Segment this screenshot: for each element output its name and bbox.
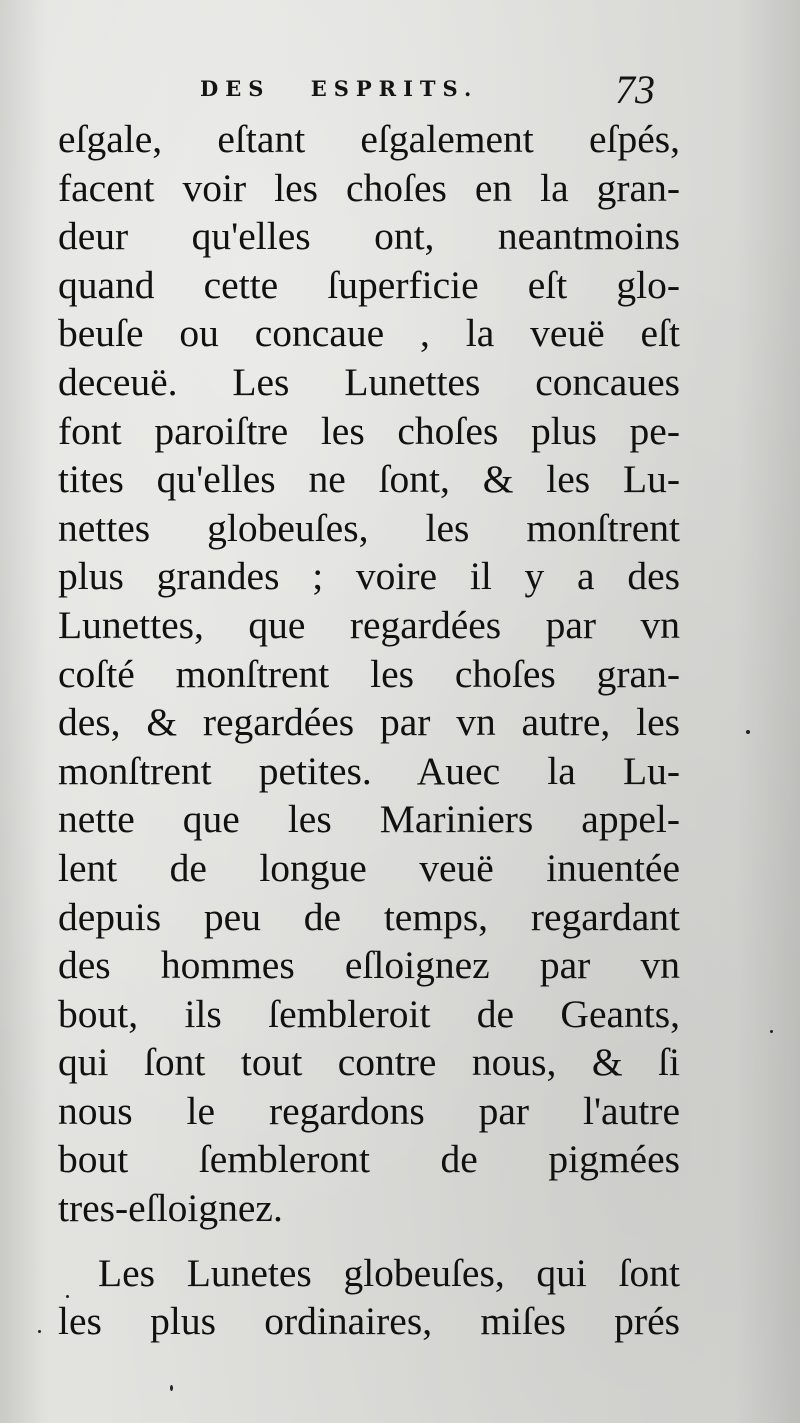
text-line: bout, ils ſembleroit de Geants, bbox=[58, 991, 680, 1036]
text-line: nettes globeuſes, les monſtrent bbox=[58, 505, 680, 550]
text-line: coſté monſtrent les choſes gran- bbox=[58, 651, 680, 696]
text-line: nette que les Mariniers appel- bbox=[58, 797, 680, 842]
text-line: beuſe ou concaue , la veuë eſt bbox=[58, 311, 680, 356]
text-line: facent voir les choſes en la gran- bbox=[58, 165, 680, 210]
text-line: depuis peu de temps, regardant bbox=[58, 894, 680, 939]
paragraph-gap bbox=[58, 1233, 680, 1249]
ink-speck bbox=[170, 1385, 173, 1391]
text-line: Les Lunetes globeuſes, qui ſont bbox=[98, 1250, 680, 1295]
text-line: font paroiſtre les choſes plus pe- bbox=[58, 408, 680, 453]
text-line: deur qu'elles ont, neantmoins bbox=[58, 214, 680, 259]
text-line: tites qu'elles ne ſont, & les Lu- bbox=[58, 457, 680, 502]
text-line: lent de longue veuë inuentée bbox=[58, 845, 680, 890]
paragraph bbox=[58, 115, 680, 1233]
text-line: plus grandes ; voire il y a des bbox=[58, 554, 680, 599]
text-line: les plus ordinaires, miſes prés bbox=[58, 1299, 680, 1344]
text-line: des, & regardées par vn autre, les bbox=[58, 700, 680, 745]
text-line: bout ſembleront de pigmées bbox=[58, 1137, 680, 1182]
text-line: tres-eſloignez. bbox=[58, 1186, 283, 1231]
ink-speck bbox=[770, 1030, 773, 1033]
ink-speck bbox=[66, 1295, 69, 1298]
text-line: qui ſont tout contre nous, & ſi bbox=[58, 1040, 680, 1085]
paragraph bbox=[58, 1249, 680, 1346]
page-header bbox=[200, 66, 670, 116]
text-line: monſtrent petites. Auec la Lu- bbox=[58, 748, 680, 793]
text-line: quand cette ſuperficie eſt glo- bbox=[58, 262, 680, 307]
ink-speck bbox=[746, 730, 750, 734]
text-line: des hommes eſloignez par vn bbox=[58, 943, 680, 988]
running-head: DES ESPRITS. bbox=[200, 76, 479, 101]
body-text bbox=[58, 115, 680, 1346]
text-line: eſgale, eſtant eſgalement eſpés, bbox=[58, 117, 680, 161]
text-line: nous le regardons par l'autre bbox=[58, 1088, 680, 1133]
page-number: 73 bbox=[615, 67, 655, 112]
text-line: Lunettes, que regardées par vn bbox=[58, 602, 680, 647]
text-line: deceuë. Les Lunettes concaues bbox=[58, 359, 680, 404]
ink-speck bbox=[38, 1330, 41, 1333]
